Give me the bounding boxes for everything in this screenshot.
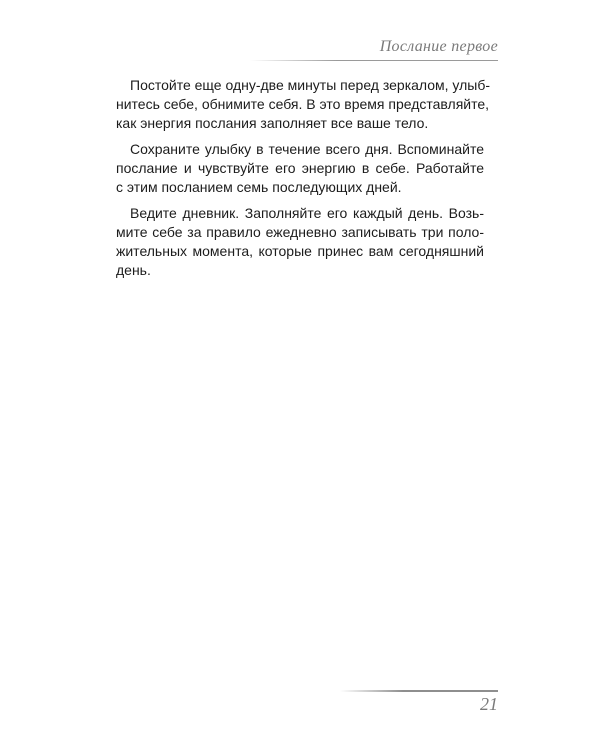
header-rule [250,60,498,61]
paragraph-3-line-1: Ведите дневник. Заполняйте его каждый день. Возь- [130,205,484,221]
page-number: 21 [480,694,498,714]
paragraph-2-line-1: Сохраните улыбку в течение всего дня. Вспоминайте [130,141,484,157]
footer-rule [340,690,498,692]
paragraph-1-line-2: нитесь себе, обнимите себя. В это время представляйте, [116,96,490,112]
body-text [116,76,491,287]
paragraph-2 [116,140,484,197]
paragraph-3-line-3: жительных момента, которые принес вам сегодняшний [116,243,484,259]
paragraph-1-line-3: как энергия послания заполняет все ваше тело. [116,115,429,131]
paragraph-3-line-2: мите себе за правило ежедневно записывать три поло- [116,224,484,240]
paragraph-3 [116,204,484,280]
paragraph-2-line-2: послание и чувствуйте его энергию в себе. Работайте [116,160,484,176]
paragraph-3-line-4: день. [116,262,151,278]
running-head-title: Послание первое [379,38,498,55]
paragraph-1-line-1: Постойте еще одну-две минуты перед зеркалом, улыб- [130,77,491,93]
paragraph-2-line-3: с этим посланием семь последующих дней. [116,179,402,195]
paragraph-1 [116,76,491,133]
